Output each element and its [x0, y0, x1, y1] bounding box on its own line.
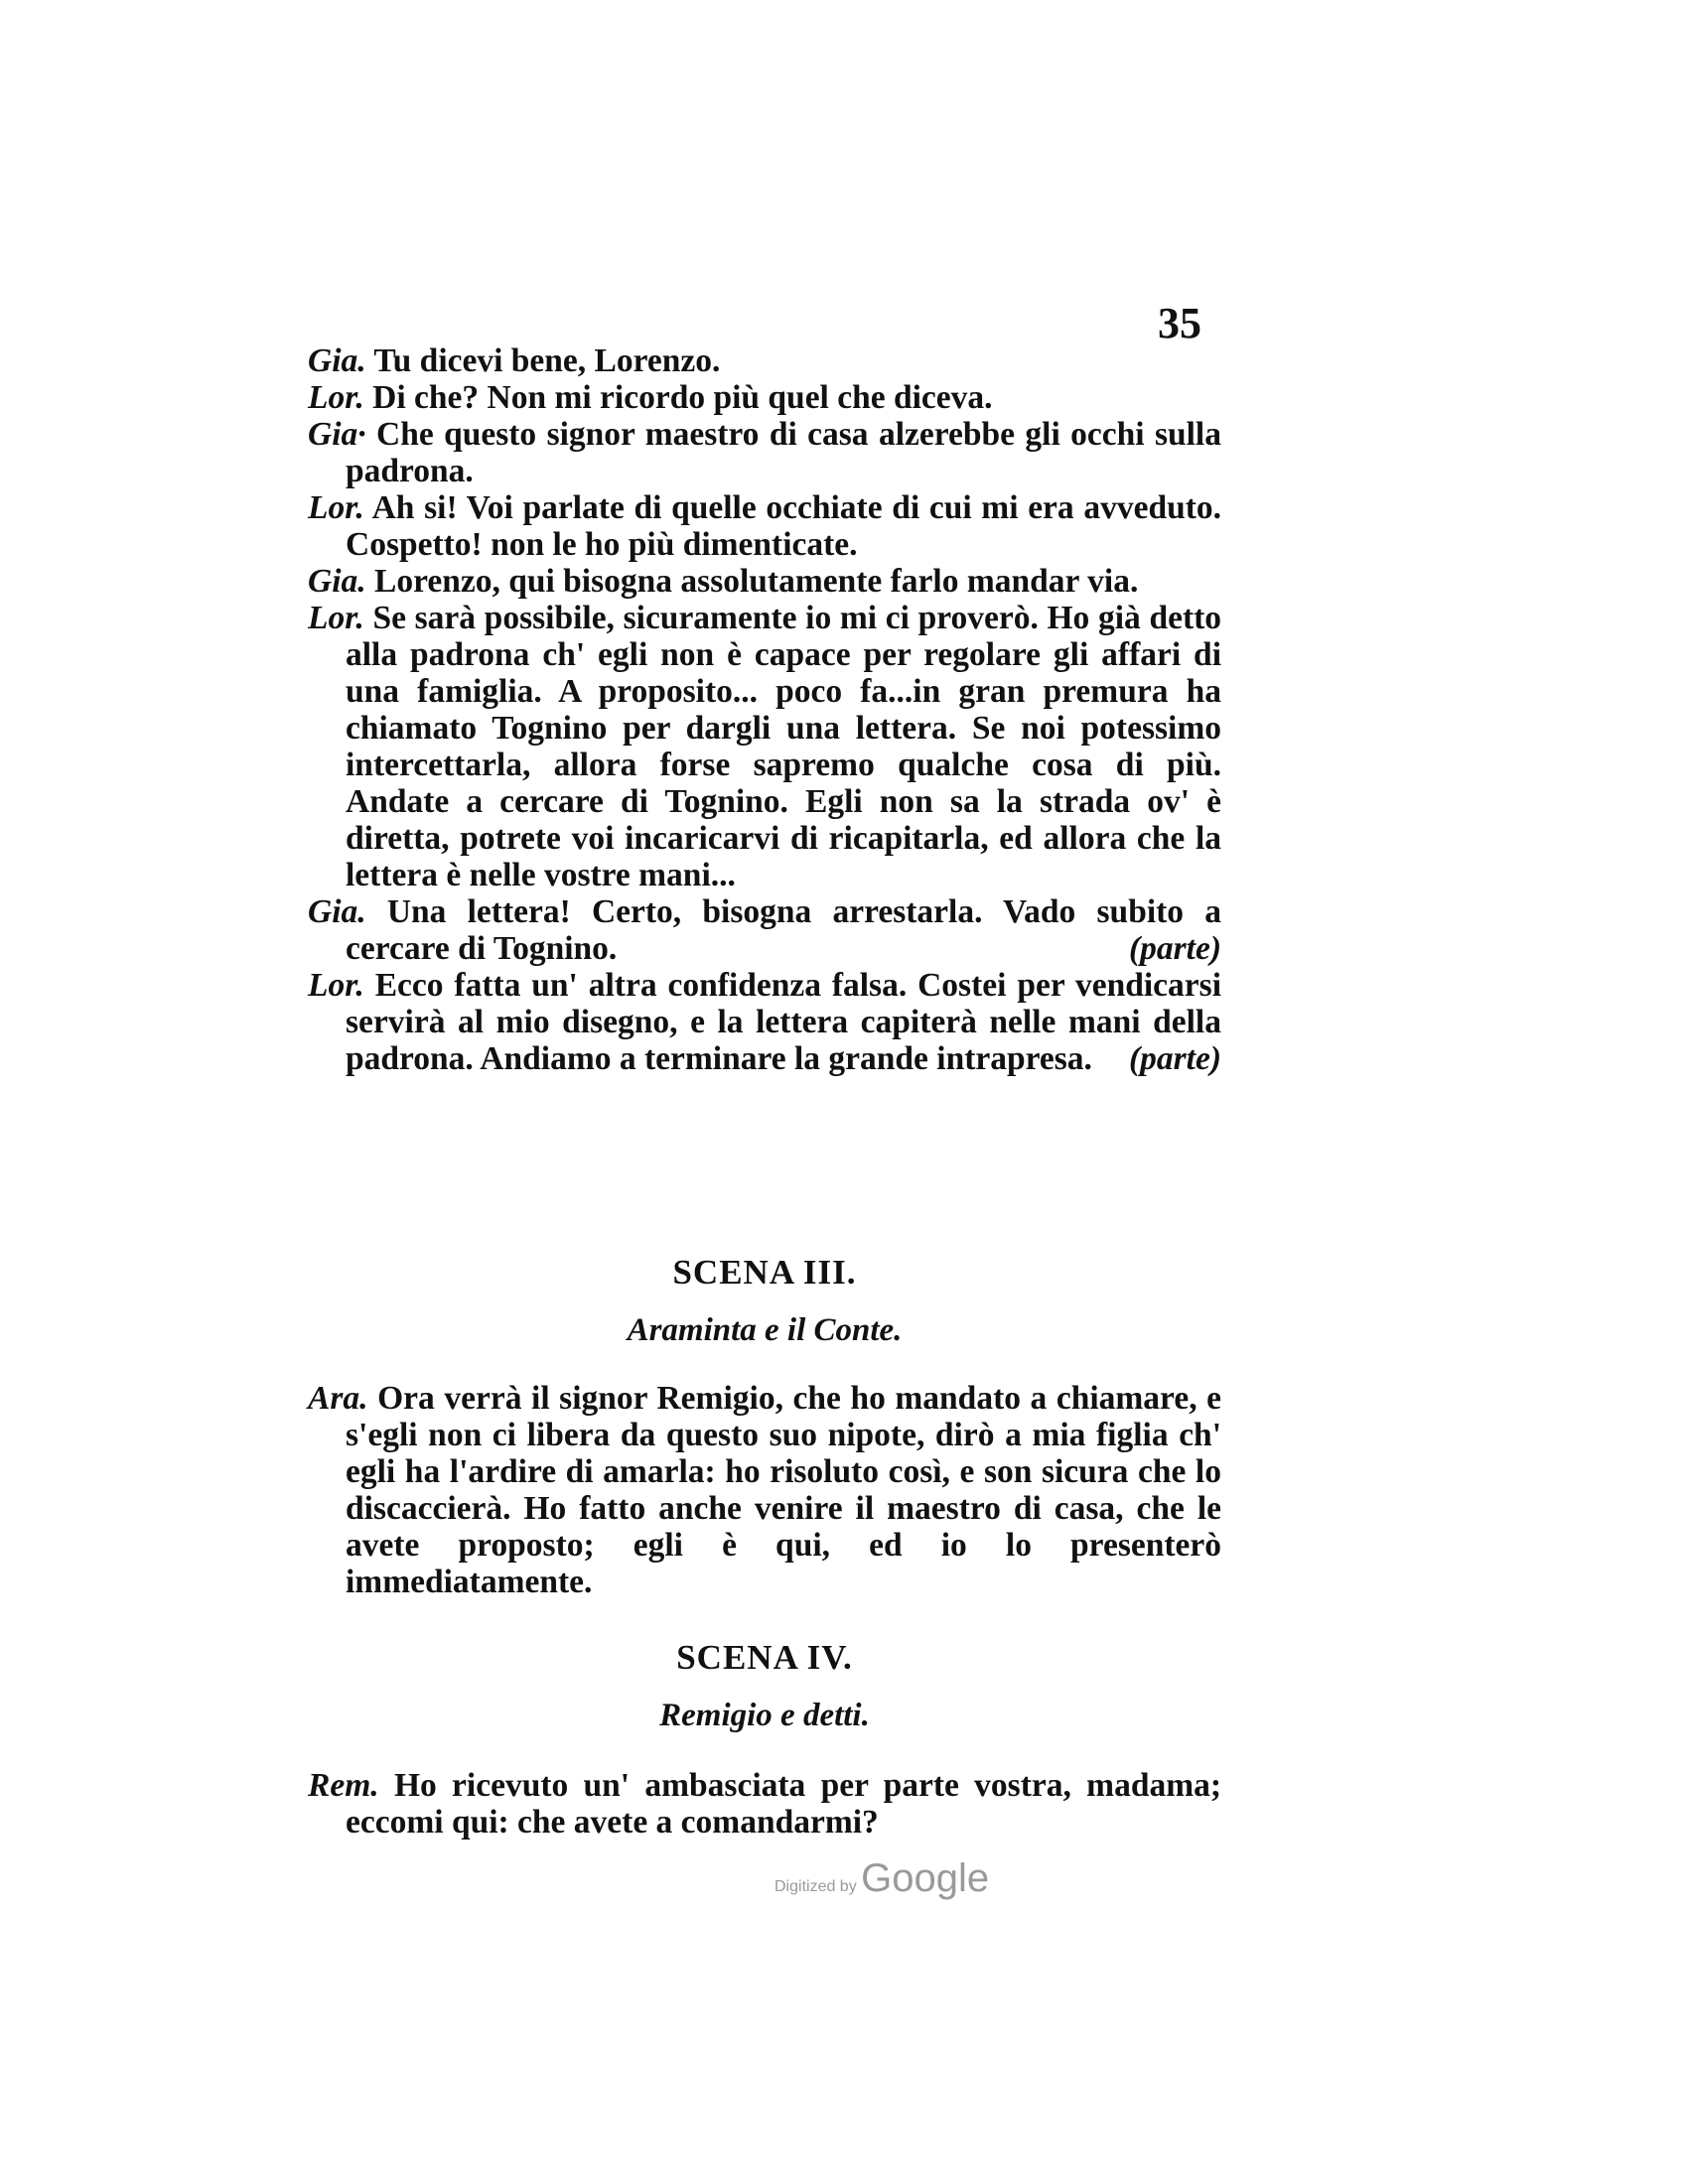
dialogue-text: Ecco fatta un' altra confidenza falsa. Costei per vendicarsi servirà al mio disegno, e la lettera capiterà nelle mani della padrona. Andiamo a terminare la grande intrapresa. — [346, 967, 1222, 1077]
dialogue-text: Ho ricevuto un' ambasciata per parte vostra, madama; eccomi qui: che avete a comandarmi? — [346, 1767, 1222, 1841]
dialogue-line — [308, 342, 1221, 379]
dialogue-text: Una lettera! Certo, bisogna arrestarla. Vado subito a cercare di Tognino. — [346, 893, 1221, 967]
speaker-name: Lor. — [308, 489, 364, 526]
speaker-name: Rem. — [308, 1767, 379, 1804]
speaker-name: Gia. — [308, 893, 366, 930]
dialogue-line — [308, 967, 1221, 1077]
stage-direction: (parte) — [1128, 930, 1221, 967]
dialogue-line — [308, 416, 1221, 489]
speaker-name: Gia. — [308, 342, 366, 379]
dialogue-line — [308, 600, 1221, 893]
speaker-name: Lor. — [308, 600, 364, 636]
dialogue-line — [308, 563, 1221, 600]
page-number: 35 — [1158, 299, 1201, 347]
speaker-name: Lor. — [308, 379, 364, 416]
dialogue-line — [308, 379, 1221, 416]
dialogue-block-3 — [308, 1767, 1221, 1841]
scene-4-characters: Remigio e detti. — [659, 1698, 870, 1733]
watermark-google: Google — [861, 1856, 990, 1900]
speaker-name: Gia· — [308, 416, 366, 453]
dialogue-line — [308, 1380, 1221, 1600]
dialogue-text: Ah si! Voi parlate di quelle occhiate di cui mi era avveduto. Cospetto! non le ho più dimenticate. — [346, 489, 1222, 563]
dialogue-line — [308, 1767, 1221, 1841]
scene-4-title: SCENA IV. — [676, 1638, 853, 1677]
google-watermark — [774, 1856, 989, 1901]
dialogue-block-1 — [308, 342, 1221, 1077]
dialogue-text: Lorenzo, qui bisogna assolutamente farlo mandar via. — [374, 563, 1139, 600]
dialogue-line — [308, 489, 1221, 563]
dialogue-block-2 — [308, 1380, 1221, 1600]
dialogue-text: Tu dicevi bene, Lorenzo. — [373, 342, 721, 379]
dialogue-line — [308, 893, 1221, 967]
dialogue-text: Di che? Non mi ricordo più quel che diceva. — [372, 379, 993, 416]
dialogue-text: Che questo signor maestro di casa alzerebbe gli occhi sulla padrona. — [346, 416, 1221, 489]
scene-3-title: SCENA III. — [672, 1253, 857, 1292]
stage-direction: (parte) — [1128, 1040, 1221, 1077]
speaker-name: Ara. — [308, 1380, 368, 1417]
dialogue-text: Se sarà possibile, sicuramente io mi ci proverò. Ho già detto alla padrona ch' egli non è capace per regolare gli affari di una famiglia. A proposito... poco fa...in gran premura ha chiamato Tognino per dargli una lettera. Se noi potessimo intercettarla, allora forse sapremo qualche cosa di più. Andate a cercare di Tognino. Egli non sa la strada ov' è diretta, potrete voi incaricarvi di ricapitarla, ed allora che la lettera è nelle vostre mani... — [346, 600, 1222, 893]
watermark-digitized-by: Digitized by — [774, 1878, 857, 1895]
speaker-name: Gia. — [308, 563, 366, 600]
speaker-name: Lor. — [308, 967, 364, 1004]
dialogue-text: Ora verrà il signor Remigio, che ho mandato a chiamare, e s'egli non ci libera da questo suo nipote, dirò a mia figlia ch' egli ha l'ardire di amarla: ho risoluto così, e son sicura che lo discaccierà. Ho fatto anche venire il maestro di casa, che le avete proposto; egli è qui, ed io lo presenterò immediatamente. — [346, 1380, 1222, 1600]
scene-3-characters: Araminta e il Conte. — [627, 1312, 903, 1348]
